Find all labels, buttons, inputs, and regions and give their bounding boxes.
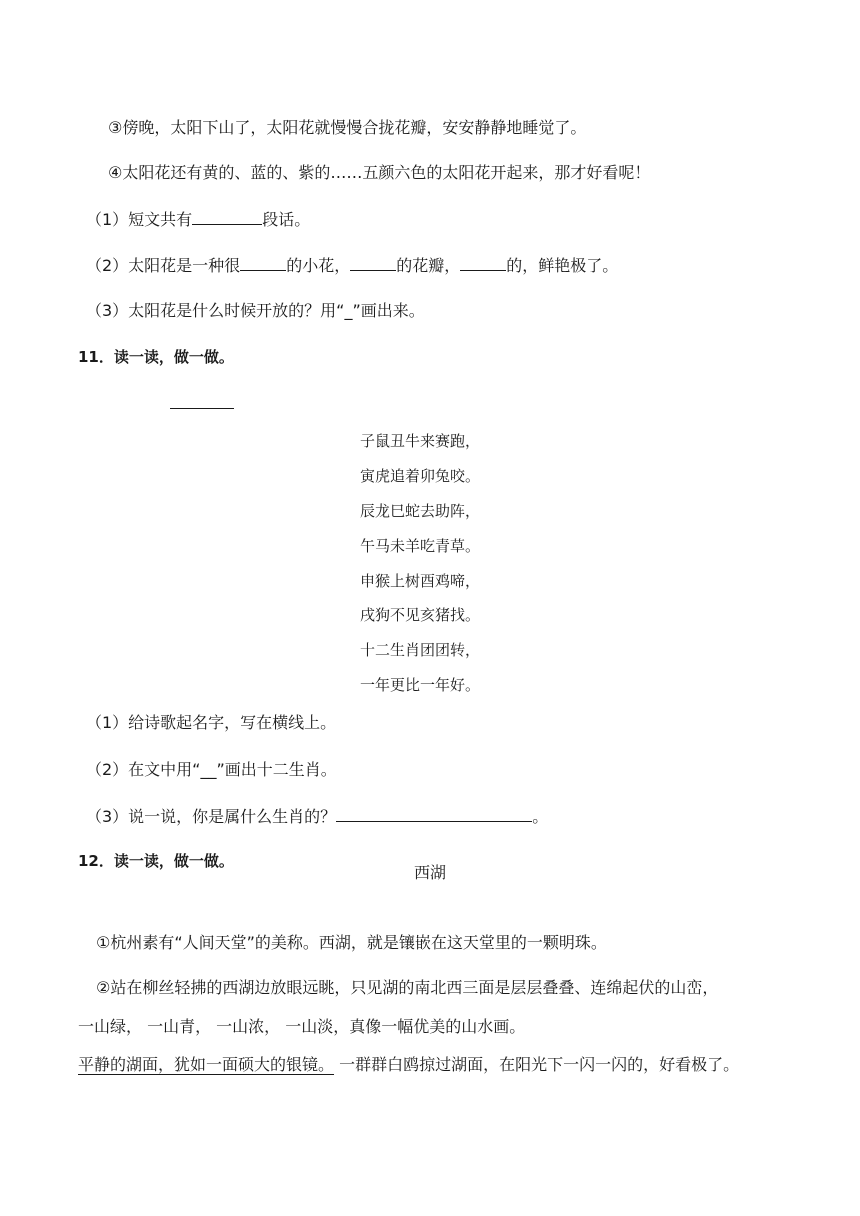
question-1 — [86, 208, 310, 231]
underlined-sentence: 平静的湖面，犹如一面硕大的银镜。 — [78, 1055, 335, 1074]
question-3-suffix: ”画出来。 — [352, 301, 425, 320]
poem-title-blank[interactable] — [170, 408, 234, 409]
question-2-text: （2）太阳花是一种很 — [86, 256, 241, 275]
answer-blank[interactable] — [336, 805, 532, 822]
question-text: （2）在文中用“ — [86, 760, 201, 779]
poem-line: 寅虎追着卯兔咬。 — [360, 467, 481, 485]
paragraph-2-line-1: ②站在柳丝轻拂的西湖边放眼远眺，只见湖的南北西三面是层层叠叠、连绵起伏的山峦， — [96, 978, 719, 997]
poem-line: 一年更比一年好。 — [360, 676, 481, 694]
question-2-part-d: 的，鲜艳极了。 — [506, 256, 619, 275]
section-11-heading: 11．读一读，做一做。 — [78, 348, 234, 366]
paragraph-2-ending: 一群群白鸥掠过湖面，在阳光下一闪一闪的，好看极了。 — [339, 1055, 740, 1074]
question-1-text: （1）短文共有 — [86, 210, 193, 229]
answer-blank[interactable] — [240, 254, 286, 271]
underline-mark: _ — [344, 301, 353, 320]
paragraph-4: ④太阳花还有黄的、蓝的、紫的……五颜六色的太阳花开起来，那才好看呢！ — [108, 163, 651, 182]
poem-line: 辰龙巳蛇去助阵， — [360, 502, 481, 520]
answer-blank[interactable] — [192, 208, 262, 225]
poem-line: 子鼠丑牛来赛跑， — [360, 432, 481, 450]
question-1-suffix: 段话。 — [262, 210, 311, 229]
poem-line: 午马未羊吃青草。 — [360, 537, 481, 555]
section-12-heading: 12．读一读，做一做。 — [78, 852, 234, 870]
answer-blank[interactable] — [350, 254, 396, 271]
question-2-part-c: 的花瓣， — [396, 256, 461, 275]
answer-blank[interactable] — [460, 254, 506, 271]
question-text: （3）说一说，你是属什么生肖的？ — [86, 807, 337, 826]
question-suffix: 。 — [532, 807, 549, 826]
paragraph-1: ①杭州素有“人间天堂”的美称。西湖，就是镶嵌在这天堂里的一颗明珠。 — [96, 933, 607, 952]
section-11-question-2 — [86, 759, 337, 781]
paragraph-3: ③傍晚，太阳下山了，太阳花就慢慢合拢花瓣，安安静静地睡觉了。 — [108, 118, 587, 137]
question-3-text: （3）太阳花是什么时候开放的？用“ — [86, 301, 345, 320]
section-11-question-1: （1）给诗歌起名字，写在横线上。 — [86, 713, 337, 732]
question-suffix: ”画出十二生肖。 — [216, 760, 337, 779]
poem-line: 戌狗不见亥猪找。 — [360, 606, 481, 624]
underline-mark: __ — [200, 760, 217, 779]
paragraph-2-text: 一山绿， 一山青， 一山浓， 一山淡，真像一幅优美的山水画。 — [78, 1017, 526, 1036]
passage-title: 西湖 — [413, 863, 446, 882]
question-3 — [86, 300, 425, 322]
poem-line: 申猴上树酉鸡啼， — [360, 572, 481, 590]
question-2-part-b: 的小花， — [286, 256, 351, 275]
paragraph-2-line-3 — [78, 1054, 739, 1076]
section-11-question-3 — [86, 805, 548, 828]
poem-line: 十二生肖团团转， — [360, 641, 481, 659]
paragraph-2-line-2 — [78, 1016, 525, 1038]
question-2 — [86, 254, 618, 277]
